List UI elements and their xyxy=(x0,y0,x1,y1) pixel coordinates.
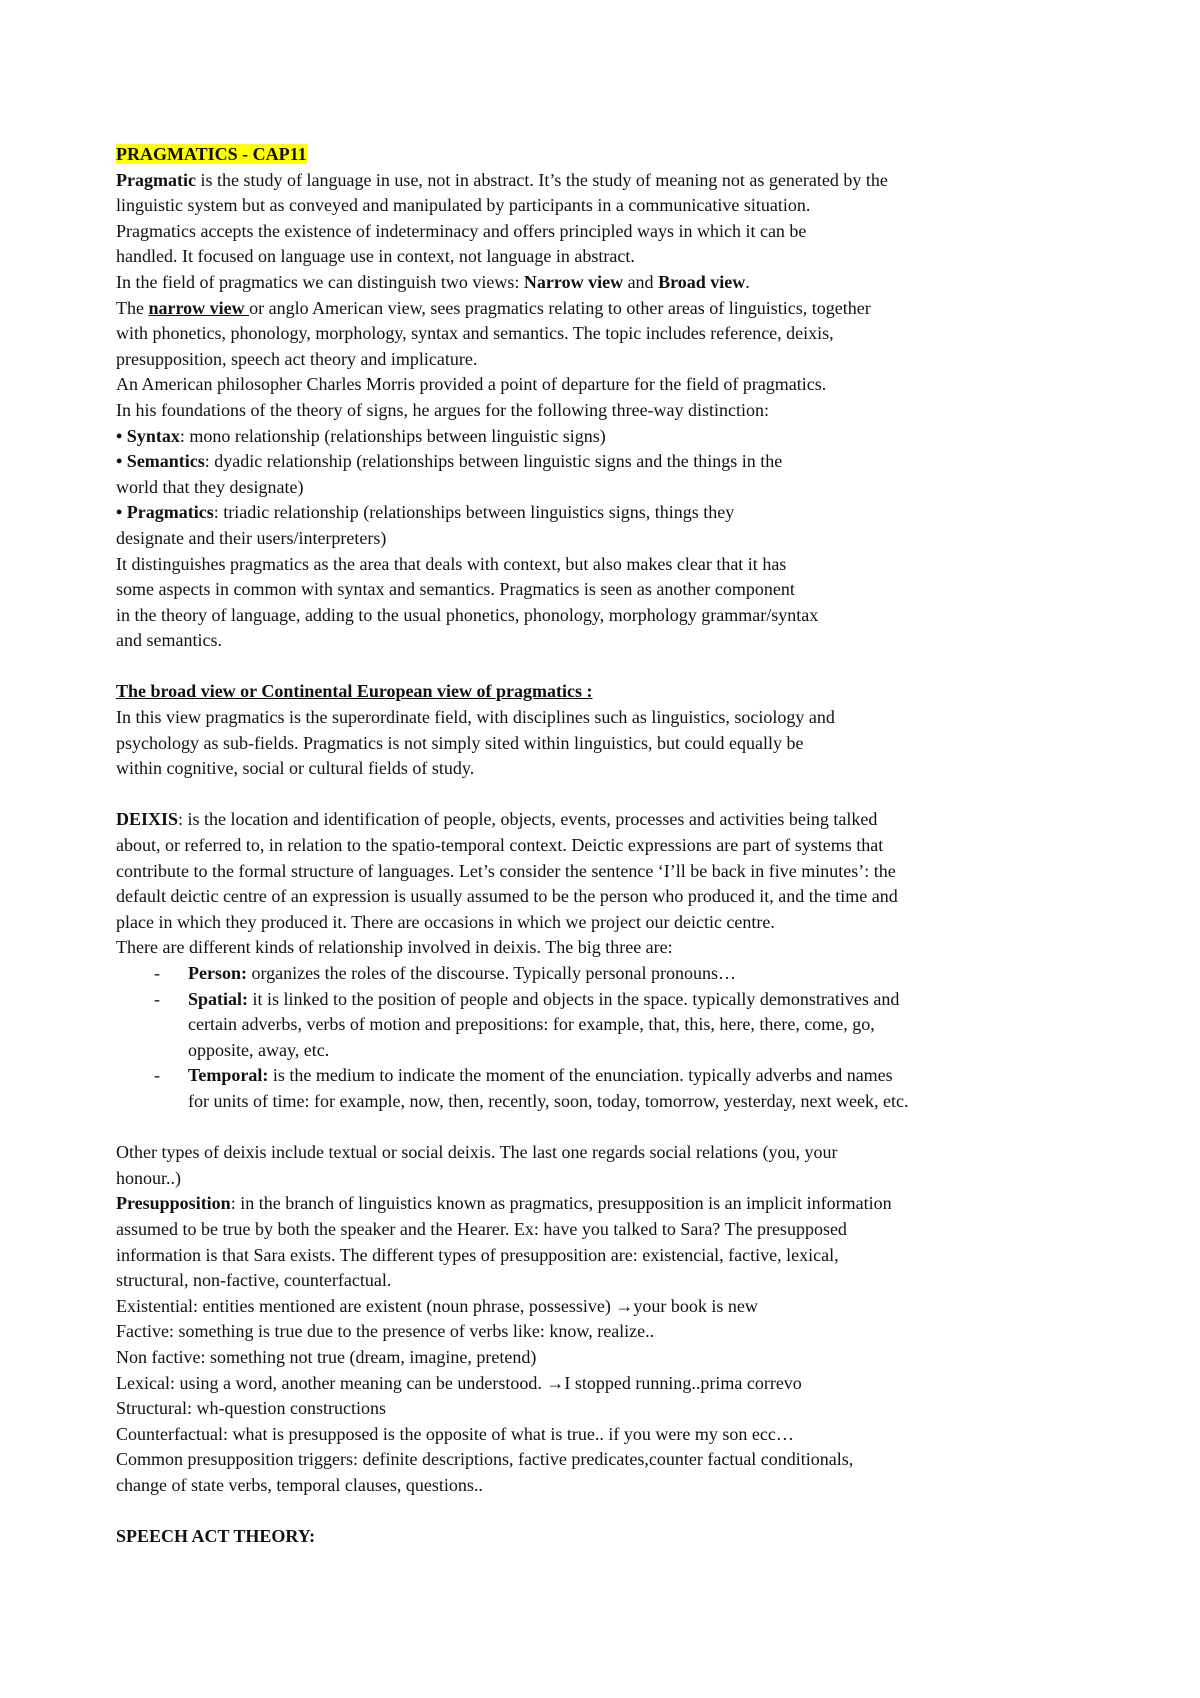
paragraph-line: change of state verbs, temporal clauses, questions.. xyxy=(116,1474,483,1495)
paragraph-line: linguistic system but as conveyed and manipulated by participants in a communicative situation. xyxy=(116,195,811,216)
paragraph-line: Existential: entities mentioned are existent (noun phrase, possessive) →your book is new xyxy=(116,1295,758,1316)
text: or anglo American view, sees pragmatics relating to other areas of linguistics, together xyxy=(249,297,871,318)
document-body xyxy=(116,142,1096,1550)
paragraph-line: world that they designate) xyxy=(116,476,304,497)
paragraph-line: Counterfactual: what is presupposed is the opposite of what is true.. if you were my son ecc… xyxy=(116,1423,794,1444)
list-item-spatial xyxy=(116,987,1096,1013)
paragraph-line: with phonetics, phonology, morphology, syntax and semantics. The topic includes reference, deixis, xyxy=(116,323,834,344)
paragraph-line: psychology as sub-fields. Pragmatics is not simply sited within linguistics, but could equally be xyxy=(116,732,804,753)
speech-act-heading-line xyxy=(116,1524,1096,1550)
term-spatial: Spatial: xyxy=(188,988,249,1009)
paragraph-line: Lexical: using a word, another meaning can be understood. →I stopped running..prima correvo xyxy=(116,1372,802,1393)
text: : dyadic relationship (relationships between linguistic signs and the things in the xyxy=(204,451,783,472)
paragraph-line: information is that Sara exists. The different types of presupposition are: existencial, factive, lexical, xyxy=(116,1244,839,1265)
list-item-temporal xyxy=(116,1063,1096,1089)
paragraph-line xyxy=(116,296,1096,322)
bullet-pragmatics xyxy=(116,500,1096,526)
dash-marker: - xyxy=(154,1065,160,1086)
paragraph-line: in the theory of language, adding to the usual phonetics, phonology, morphology grammar/syntax xyxy=(116,604,819,625)
paragraph-line: about, or referred to, in relation to the spatio-temporal context. Deictic expressions are part of systems that xyxy=(116,835,884,856)
broad-view-heading-line xyxy=(116,679,1096,705)
term-narrow-view: Narrow view xyxy=(523,271,624,292)
paragraph-line: and semantics. xyxy=(116,630,222,651)
paragraph-line xyxy=(116,270,1096,296)
paragraph-line: contribute to the formal structure of languages. Let’s consider the sentence ‘I’ll be back in five minutes’: the xyxy=(116,860,896,881)
paragraph-line: within cognitive, social or cultural fields of study. xyxy=(116,758,475,779)
text: : mono relationship (relationships between linguistic signs) xyxy=(179,425,606,446)
term-temporal: Temporal: xyxy=(188,1065,269,1086)
text: : is the location and identification of people, objects, events, processes and activities being talked xyxy=(178,809,878,830)
bullet-syntax xyxy=(116,424,1096,450)
paragraph-line: structural, non-factive, counterfactual. xyxy=(116,1270,392,1291)
term-pragmatic: Pragmatic xyxy=(116,169,196,190)
term-syntax: • Syntax xyxy=(116,425,180,446)
paragraph-line: honour..) xyxy=(116,1167,181,1188)
paragraph-line: place in which they produced it. There are occasions in which we project our deictic centre. xyxy=(116,911,775,932)
list-item-continuation: certain adverbs, verbs of motion and prepositions: for example, that, this, here, there, come, go, xyxy=(188,1014,875,1035)
dash-marker: - xyxy=(154,963,160,983)
paragraph-line: Other types of deixis include textual or social deixis. The last one regards social relations (you, your xyxy=(116,1142,838,1163)
paragraph-line: Non factive: something not true (dream, imagine, pretend) xyxy=(116,1346,537,1367)
paragraph-line: presupposition, speech act theory and implicature. xyxy=(116,348,478,369)
bullet-semantics xyxy=(116,449,1096,475)
paragraph-line xyxy=(116,1191,1096,1217)
term-person: Person: xyxy=(188,963,247,983)
paragraph-line xyxy=(116,807,1096,833)
term-semantics: • Semantics xyxy=(116,451,205,472)
text: it is linked to the position of people and objects in the space. typically demonstratives and xyxy=(248,988,900,1009)
dash-marker: - xyxy=(154,988,160,1009)
text: is the study of language in use, not in abstract. It’s the study of meaning not as generated by the xyxy=(195,169,888,190)
term-deixis: DEIXIS xyxy=(116,809,179,830)
text: is the medium to indicate the moment of the enunciation. typically adverbs and names xyxy=(268,1065,893,1086)
term-pragmatics: • Pragmatics xyxy=(116,502,214,523)
broad-view-heading: The broad view or Continental European view of pragmatics : xyxy=(116,681,593,702)
term-presupposition: Presupposition xyxy=(116,1193,231,1214)
list-item-continuation: for units of time: for example, now, then, recently, soon, today, tomorrow, yesterday, next week, etc. xyxy=(188,1090,909,1111)
paragraph-line: It distinguishes pragmatics as the area that deals with context, but also makes clear that it has xyxy=(116,553,787,574)
paragraph-line xyxy=(116,168,1096,194)
paragraph-line: Pragmatics accepts the existence of indeterminacy and offers principled ways in which it can be xyxy=(116,220,807,241)
paragraph-line: Factive: something is true due to the presence of verbs like: know, realize.. xyxy=(116,1321,655,1342)
spacer xyxy=(116,782,1096,808)
paragraph-line: default deictic centre of an expression is usually assumed to be the person who produced it, and the time and xyxy=(116,886,898,907)
text: : in the branch of linguistics known as pragmatics, presupposition is an implicit information xyxy=(230,1193,892,1214)
term-narrow-view-underlined: narrow view xyxy=(148,297,250,318)
title-line xyxy=(116,142,1096,168)
text: : triadic relationship (relationships between linguistics signs, things they xyxy=(213,502,735,523)
paragraph-line: assumed to be true by both the speaker and the Hearer. Ex: have you talked to Sara? The presupposed xyxy=(116,1218,847,1239)
paragraph-line: An American philosopher Charles Morris provided a point of departure for the field of pragmatics. xyxy=(116,374,827,395)
speech-act-heading: SPEECH ACT THEORY: xyxy=(116,1526,316,1547)
paragraph-line: some aspects in common with syntax and semantics. Pragmatics is seen as another component xyxy=(116,579,795,600)
text: and xyxy=(623,271,659,292)
text: The xyxy=(116,297,149,318)
text: In the field of pragmatics we can distinguish two views: xyxy=(116,271,524,292)
list-item-person xyxy=(116,961,1096,987)
term-broad-view: Broad view xyxy=(658,271,746,292)
paragraph-line: Common presupposition triggers: definite descriptions, factive predicates,counter factual conditionals, xyxy=(116,1449,854,1470)
paragraph-line: In this view pragmatics is the superordinate field, with disciplines such as linguistics, sociology and xyxy=(116,707,835,728)
paragraph-line: Structural: wh-question constructions xyxy=(116,1398,386,1419)
spacer xyxy=(116,1115,1096,1141)
paragraph-line: designate and their users/interpreters) xyxy=(116,527,387,548)
spacer xyxy=(116,654,1096,680)
document-title: PRAGMATICS - CAP11 xyxy=(116,144,307,164)
paragraph-line: There are different kinds of relationship involved in deixis. The big three are: xyxy=(116,937,673,958)
text: . xyxy=(745,271,750,292)
paragraph-line: handled. It focused on language use in context, not language in abstract. xyxy=(116,246,635,267)
paragraph-line: In his foundations of the theory of signs, he argues for the following three-way distinction: xyxy=(116,399,770,420)
list-item-continuation: opposite, away, etc. xyxy=(188,1039,330,1060)
text: organizes the roles of the discourse. Typically personal pronouns… xyxy=(246,963,736,983)
spacer xyxy=(116,1498,1096,1524)
